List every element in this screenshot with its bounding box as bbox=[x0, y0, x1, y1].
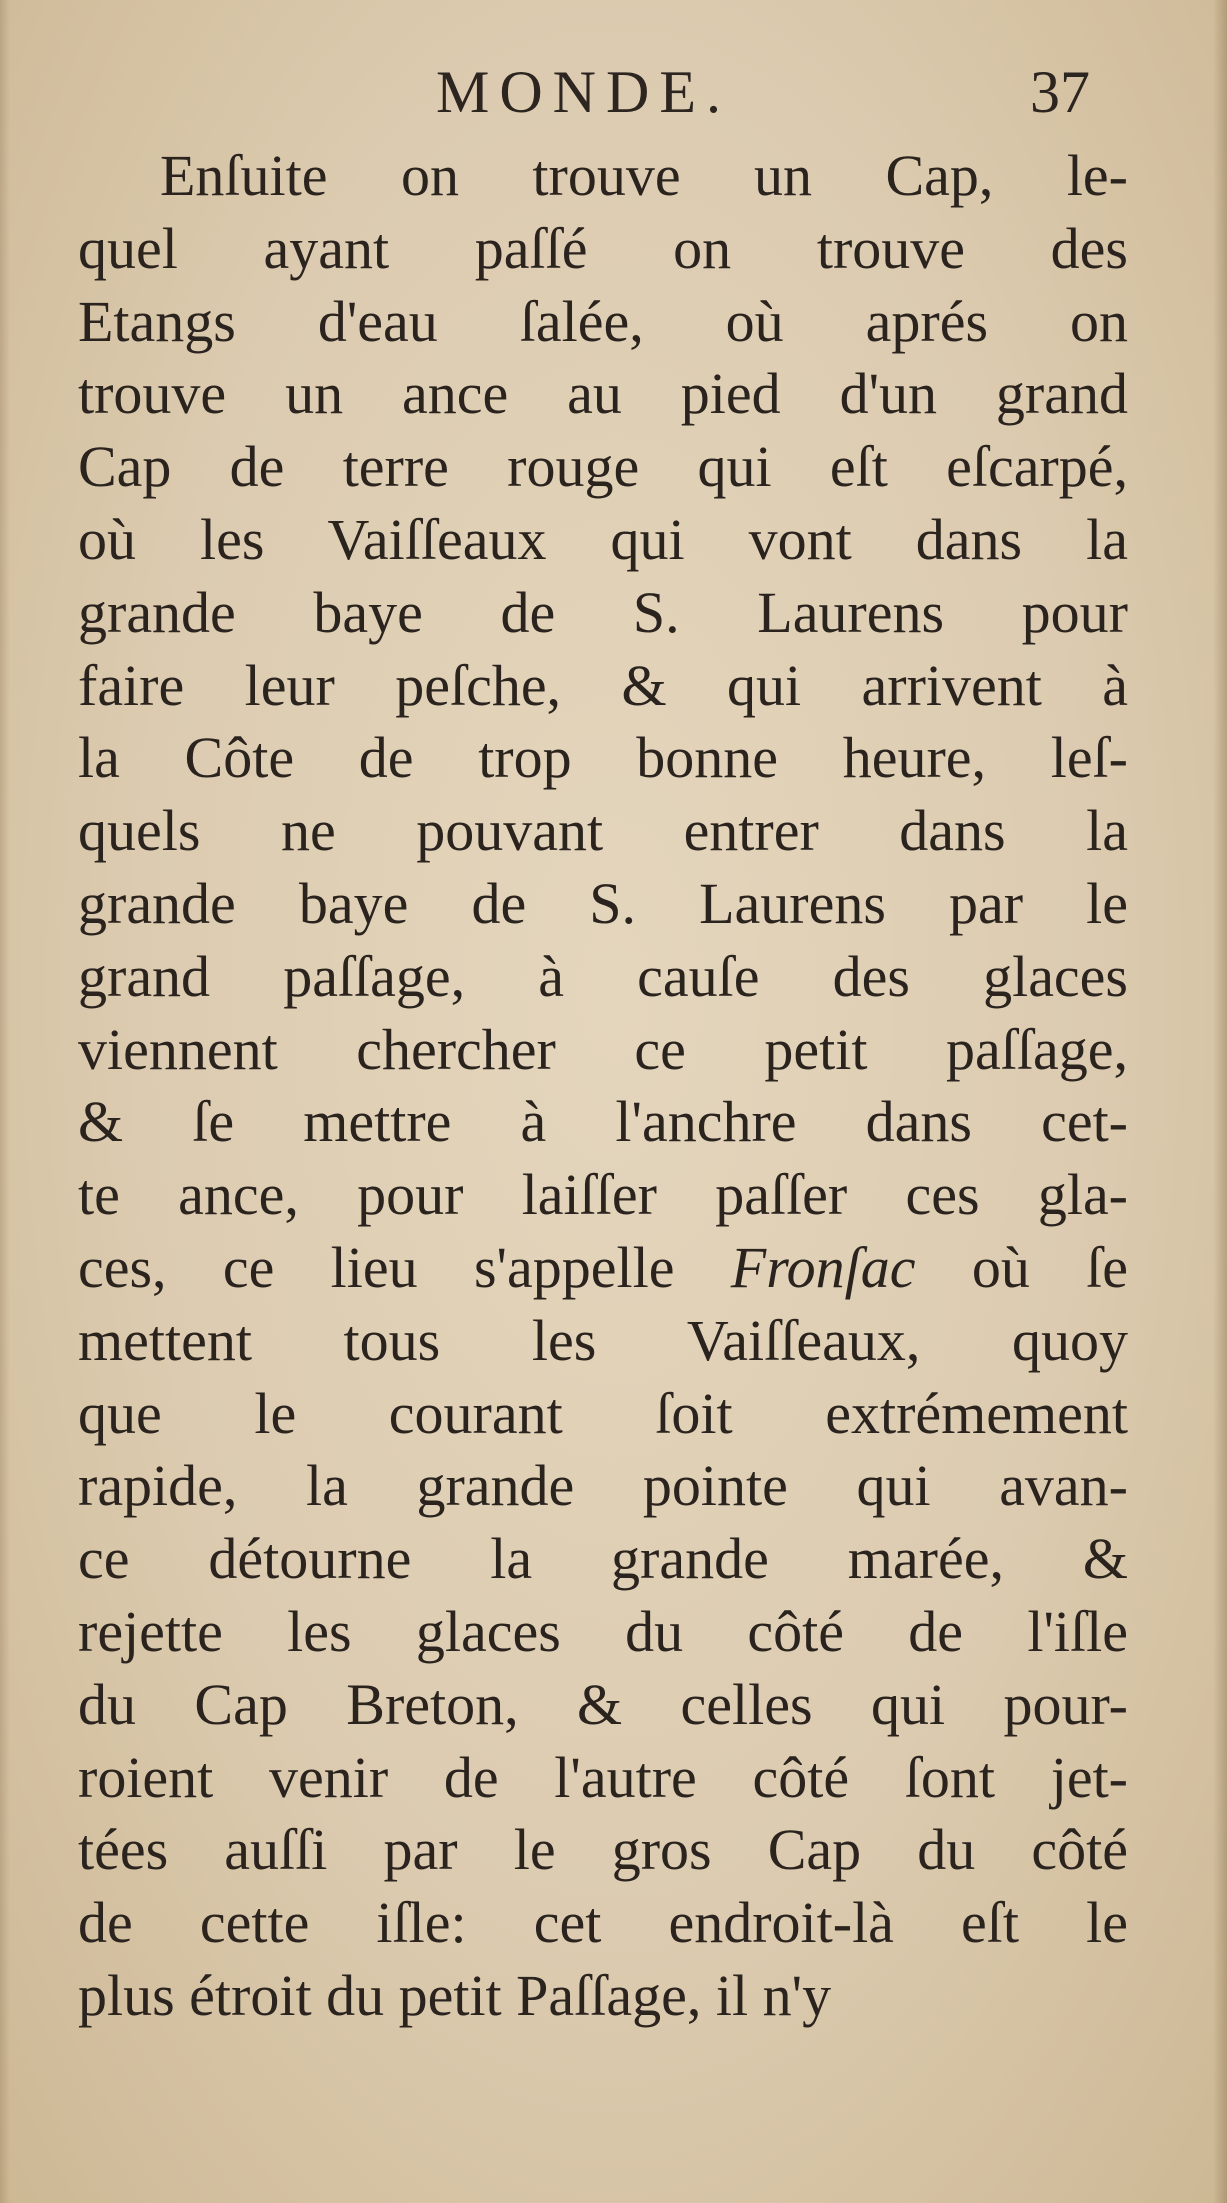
text-line: Enſuite on trouve un Cap, le- bbox=[160, 143, 1128, 208]
page-edge-left bbox=[0, 0, 10, 2203]
running-head: MONDE. bbox=[436, 59, 731, 125]
place-name-italic: Fronſac bbox=[730, 1234, 916, 1300]
text-line: tées auſſi par le gros Cap du côté bbox=[78, 1817, 1128, 1883]
body-text bbox=[78, 140, 1128, 2033]
text-line: mettent tous les Vaiſſeaux, quoy bbox=[78, 1307, 1128, 1373]
text-line: rejette les glaces du côté de l'iſle bbox=[78, 1598, 1128, 1664]
text-line: où les Vaiſſeaux qui vont dans la bbox=[78, 506, 1128, 572]
text-line: grand paſſage, à cauſe des glaces bbox=[78, 943, 1128, 1009]
page-edge-right bbox=[1213, 0, 1227, 2203]
text-line: faire leur peſche, & qui arrivent à bbox=[78, 652, 1128, 718]
text-line: rapide, la grande pointe qui avan- bbox=[78, 1453, 1128, 1519]
page-number: 37 bbox=[1030, 59, 1090, 125]
text-line: grande baye de S. Laurens par le bbox=[78, 870, 1128, 936]
page-header bbox=[0, 58, 1227, 138]
text-line: plus étroit du petit Paſſage, il n'y bbox=[78, 1962, 832, 2028]
text-line: ce détourne la grande marée, & bbox=[78, 1526, 1128, 1592]
text-line: & ſe mettre à l'anchre dans cet- bbox=[78, 1089, 1128, 1155]
text-line: grande baye de S. Laurens pour bbox=[78, 579, 1128, 645]
text-line: quels ne pouvant entrer dans la bbox=[78, 798, 1128, 864]
text-line: viennent chercher ce petit paſſage, bbox=[78, 1016, 1128, 1082]
text-line: trouve un ance au pied d'un grand bbox=[78, 361, 1128, 427]
text-line: te ance, pour laiſſer paſſer ces gla- bbox=[78, 1162, 1128, 1228]
text-line-head: ces, ce lieu s'appelle bbox=[78, 1234, 675, 1300]
text-line: du Cap Breton, & celles qui pour- bbox=[78, 1671, 1128, 1737]
text-line: quel ayant paſſé on trouve des bbox=[78, 215, 1128, 281]
text-line: la Côte de trop bonne heure, leſ- bbox=[78, 725, 1128, 791]
text-line-tail: où ſe bbox=[971, 1234, 1128, 1300]
text-line: que le courant ſoit extrémement bbox=[78, 1380, 1128, 1446]
text-line: roient venir de l'autre côté ſont jet- bbox=[78, 1744, 1128, 1810]
text-line: Etangs d'eau ſalée, où aprés on bbox=[78, 288, 1128, 354]
text-line-with-italic bbox=[78, 1232, 1128, 1305]
text-line: Cap de terre rouge qui eſt eſcarpé, bbox=[78, 434, 1128, 500]
text-line: de cette iſle: cet endroit-là eſt le bbox=[78, 1890, 1128, 1956]
